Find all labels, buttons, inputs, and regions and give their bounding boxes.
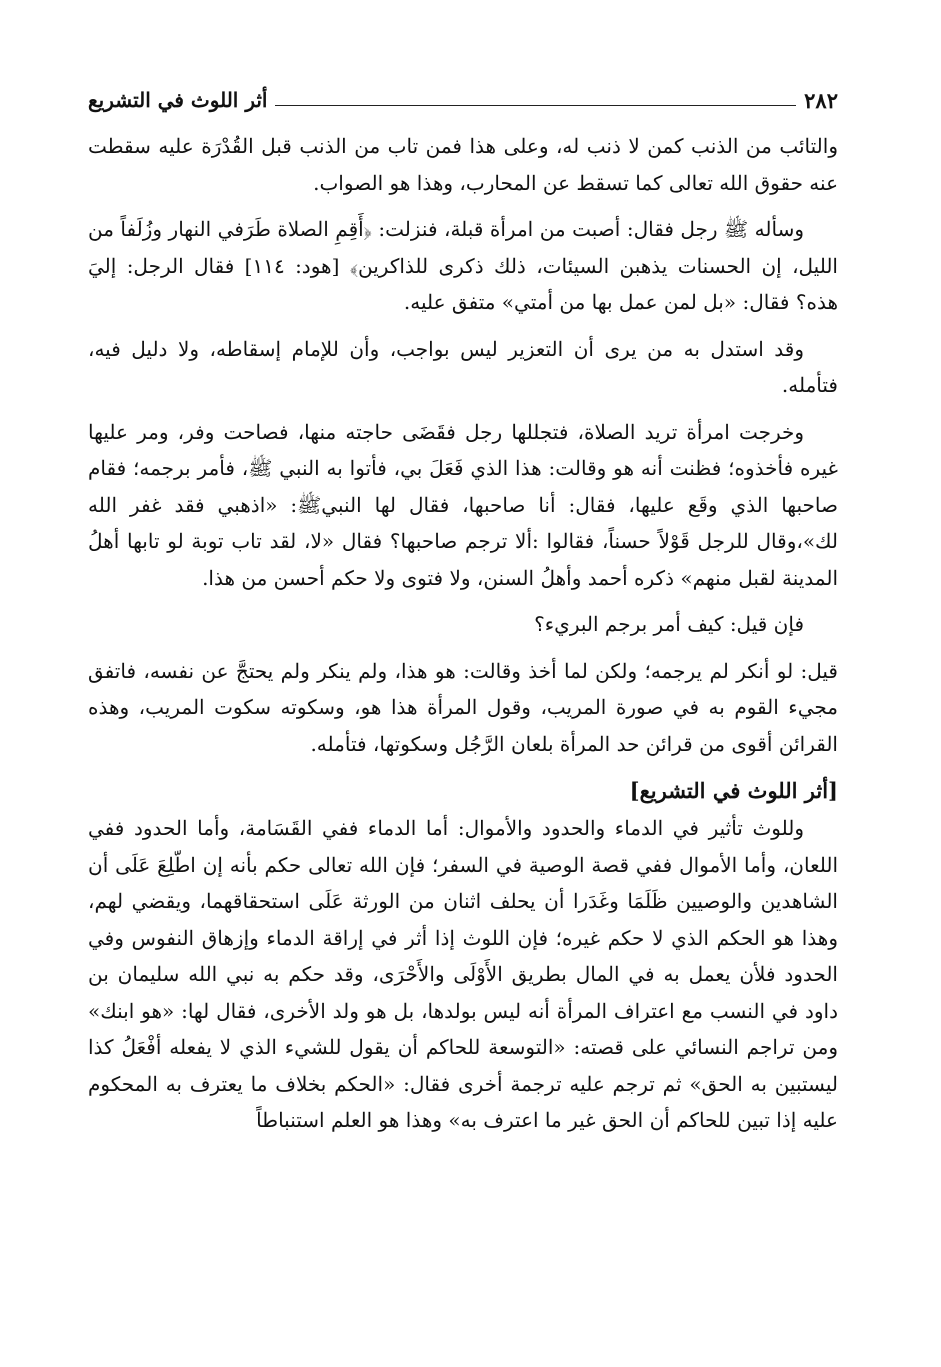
running-title: أثر اللوث في التشريع bbox=[88, 88, 268, 112]
book-page bbox=[88, 82, 838, 1149]
paragraph-woman-story: وخرجت امرأة تريد الصلاة، فتجللها رجل فقَضَى حاجته منها، فصاحت وفر، ومر عليها غيره فأخذوه؛ فظنت أنه هو وقالت: هذا الذي فَعَلَ بي، فأتوا به النبي ﷺ، فأمر برجمه؛ فقام صاحبها الذي وقَع عليها، فقال: أنا صاحبها، فقال لها النبيﷺ: «اذهبي فقد غفر الله لك»،وقال للرجل قَوْلاً حسناً، فقالوا :ألا ترجم صاحبها؟ فقال «لا، لقد تاب توبة لو تابها أهلُ المدينة لقبل منهم» ذكره أحمد وأهلُ السنن، ولا فتوى ولا حكم أحسن من هذا. bbox=[88, 419, 838, 590]
paragraph-lawth: وللوث تأثير في الدماء والحدود والأموال: أما الدماء ففي القَسَامة، وأما الحدود ففي اللعان، وأما الأموال ففي قصة الوصية في السفر؛ فإن الله تعالى حكم بأنه إن اطّلِعَ عَلَى أن الشاهدين والوصيين ظَلَمَا وغَدَرا أن يحلف اثنان من الورثة عَلَى استحقاقهما، ويقضي لهم، وهذا هو الحكم الذي لا حكم غيره؛ فإن اللوث إذا أثر في إراقة الدماء وإزهاق النفوس وفي الحدود فلأن يعمل به في المال بطريق الأَوْلَى والأَحْرَى، وقد حكم به نبي الله سليمان بن داود في النسب مع اعتراف المرأة أنه ليس بولدها، بل هو ولد الأخرى، فقال لها: «هو ابنك» ومن تراجم النسائي على قصته: «التوسعة للحاكم أن يقول للشيء الذي لا يفعله أفْعَلُ كذا ليستبين به الحق» ثم ترجم عليه ترجمة أخرى فقال: «الحكم بخلاف ما يعترف به المحكوم عليه إذا تبين للحاكم أن الحق غير ما اعترف به» وهذا هو العلم استنباطاً bbox=[88, 816, 838, 1132]
paragraph-kiss-hadith: وسأله ﷺ رجل فقال: أصبت من امرأة قبلة، فنزلت: ﴿أَقِمِ الصلاة طَرَفي النهار وزُلَفاً من الليل، إن الحسنات يذهبن السيئات، ذلك ذكرى للذاكرين﴾ [هود: ١١٤] فقال الرجل: إليَ هذه؟ فقال: «بل لمن عمل بها من أمتي» متفق عليه. bbox=[88, 217, 838, 314]
paragraph-answer: قيل: لو أنكر لم يرجمه؛ ولكن لما أخذ وقالت: هو هذا، ولم ينكر ولم يحتجَّ عن نفسه، فاتفق مجيء القوم به في صورة المريب، وقول المرأة هذا هو، وسكوته سكوت المريب، وهذه القرائن أقوى من قرائن حد المرأة بلعان الرَّجُل وسكوتها، فتأمله. bbox=[88, 658, 838, 756]
section-heading: [أثر اللوث في التشريع] bbox=[629, 778, 838, 803]
paragraph-question: فإن قيل: كيف أمر برجم البريء؟ bbox=[534, 612, 804, 636]
body-text bbox=[88, 128, 838, 1139]
page-header bbox=[88, 82, 838, 118]
page-number: ٢٨٢ bbox=[804, 87, 838, 113]
header-rule bbox=[275, 105, 796, 106]
paragraph-repentance: والتائب من الذنب كمن لا ذنب له، وعلى هذا فمن تاب من الذنب قبل القُدْرَة عليه سقطت عنه حقوق الله تعالى كما تسقط عن المحارب، وهذا هو الصواب. bbox=[88, 134, 838, 195]
paragraph-tazir: وقد استدل به من يرى أن التعزير ليس بواجب، وأن للإمام إسقاطه، ولا دليل فيه، فتأمله. bbox=[88, 336, 838, 397]
